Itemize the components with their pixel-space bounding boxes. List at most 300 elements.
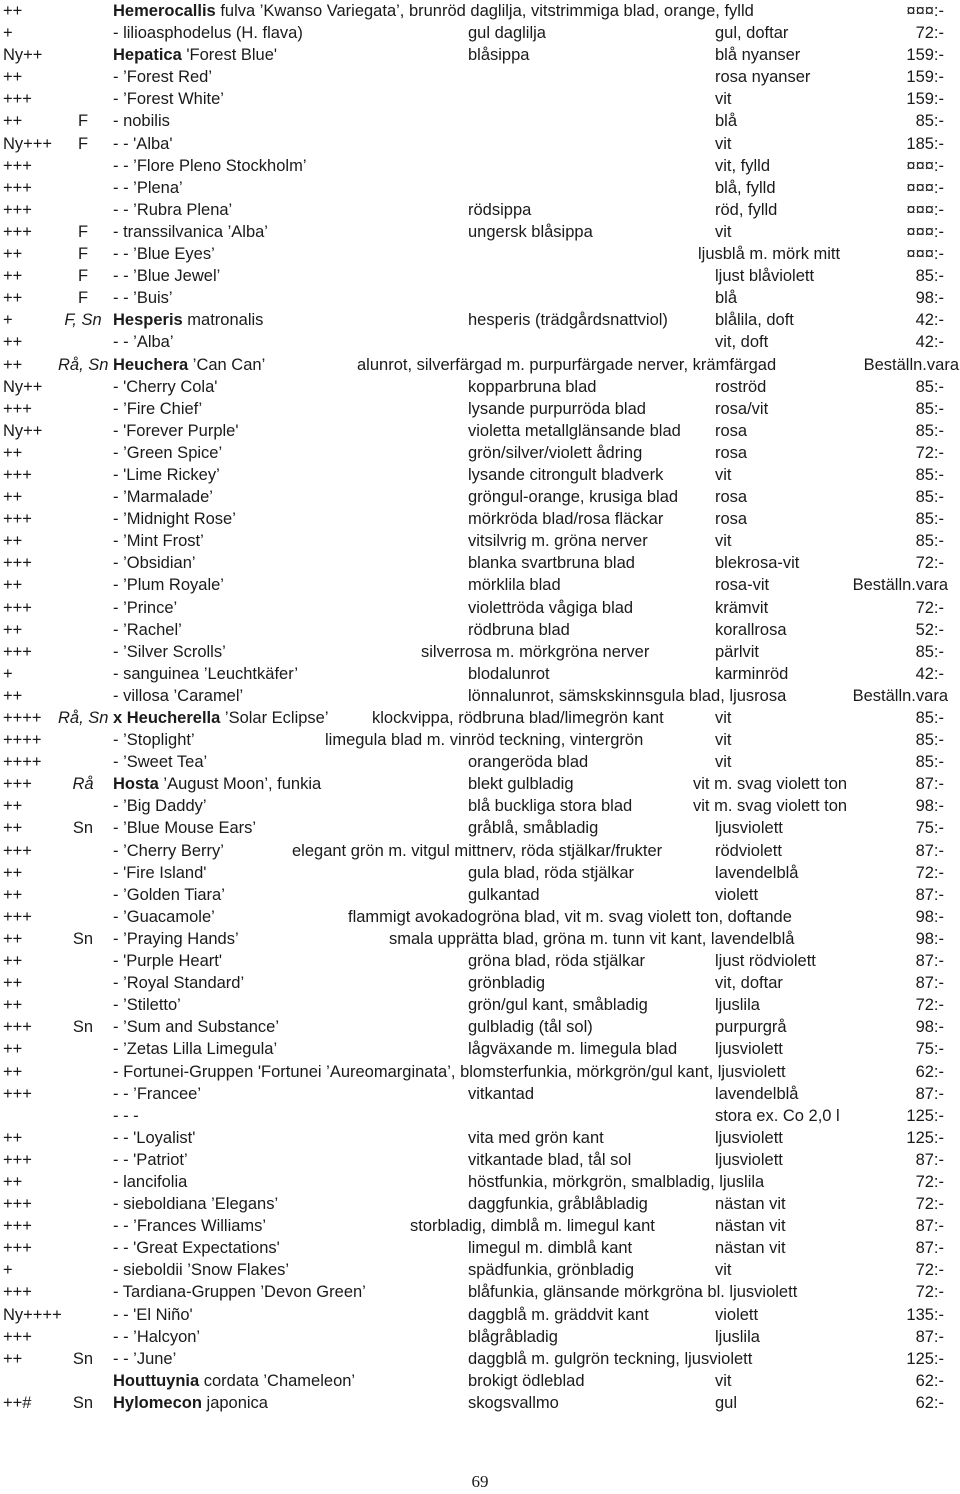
plant-name <box>113 950 222 972</box>
cultivar-name: - ’Stoplight’ <box>113 731 195 750</box>
hardiness-grade: +++ <box>3 222 32 241</box>
table-row <box>0 1016 960 1038</box>
plant-name <box>113 994 181 1016</box>
table-row <box>0 1259 960 1281</box>
plant-name <box>113 972 244 994</box>
hardiness-grade: +++ <box>3 1239 32 1258</box>
price: 87:- <box>915 775 944 794</box>
swedish-description: spädfunkia, grönbladig <box>468 1261 635 1280</box>
swedish-description: daggblå m. gräddvit kant <box>468 1305 649 1324</box>
plant-name <box>113 1281 366 1303</box>
plant-name <box>113 1215 266 1237</box>
flower-color: blålila, doft <box>715 311 794 330</box>
swedish-description: mörkröda blad/rosa fläckar <box>468 510 664 529</box>
plant-name <box>113 398 202 420</box>
price: 42:- <box>915 333 944 352</box>
swedish-description: blodalunrot <box>468 664 550 683</box>
site-code: F <box>77 289 89 308</box>
plant-name <box>113 442 222 464</box>
price: 87:- <box>915 1239 944 1258</box>
price: 185:- <box>906 134 944 153</box>
price: 72:- <box>915 996 944 1015</box>
flower-color: blå <box>715 289 738 308</box>
price: 135:- <box>906 1305 944 1324</box>
hardiness-grade: ++ <box>3 1040 23 1059</box>
flower-color: gul <box>715 1393 738 1412</box>
price: 42:- <box>915 311 944 330</box>
plant-name <box>113 287 173 309</box>
table-row <box>0 795 960 817</box>
flower-color: vit, fylld <box>715 156 771 175</box>
plant-name <box>113 884 225 906</box>
flower-color: vit <box>715 709 732 727</box>
table-row <box>0 817 960 839</box>
swedish-description: mörklila blad <box>468 576 561 595</box>
price: 85:- <box>915 709 944 727</box>
cultivar-name: ’August Moon’, funkia <box>158 775 322 794</box>
hardiness-grade: +++ <box>3 1217 32 1236</box>
table-row <box>0 597 960 619</box>
flower-color: vit <box>715 465 732 484</box>
swedish-description: blå buckliga stora blad <box>468 797 633 816</box>
plant-name <box>113 1237 280 1259</box>
table-row <box>0 751 960 773</box>
hardiness-grade: Ny++ <box>3 377 43 396</box>
swedish-description: limegula blad m. vinröd teckning, vintergrön <box>325 731 644 750</box>
swedish-description: lysande purpurröda blad <box>468 399 646 418</box>
cultivar-name: - villosa ’Caramel’ <box>113 686 244 705</box>
flower-color: rosa <box>715 443 748 462</box>
price: 85:- <box>915 112 944 131</box>
plant-name <box>113 685 243 707</box>
swedish-description: violettröda vågiga blad <box>468 598 634 617</box>
site-code: Sn <box>72 1018 94 1037</box>
swedish-description: gula blad, röda stjälkar <box>468 863 635 882</box>
table-row <box>0 1326 960 1348</box>
table-row <box>0 508 960 530</box>
flower-color: vit <box>715 1261 732 1280</box>
table-row <box>0 663 960 685</box>
flower-color: vit <box>715 1371 732 1390</box>
genus-name: Heuchera <box>113 355 189 374</box>
plant-name <box>113 1149 188 1171</box>
plant-name <box>113 376 217 398</box>
price: 98:- <box>915 907 944 926</box>
site-code: F <box>77 222 89 241</box>
cultivar-name: - - ’Rubra Plena’ <box>113 200 233 219</box>
swedish-description: brokigt ödleblad <box>468 1371 585 1390</box>
flower-color: vit <box>715 753 732 772</box>
plant-name <box>113 619 182 641</box>
swedish-description: gröna blad, röda stjälkar <box>468 952 646 971</box>
cultivar-name: 'Forest Blue' <box>181 46 278 65</box>
price: 72:- <box>915 598 944 617</box>
table-row <box>0 773 960 795</box>
table-row <box>0 950 960 972</box>
price: ¤¤¤:- <box>906 200 944 219</box>
flower-color: blå, fylld <box>715 178 776 197</box>
hardiness-grade: ++ <box>3 1172 23 1191</box>
price: 62:- <box>915 1371 944 1390</box>
site-code: Sn <box>72 819 94 838</box>
table-row <box>0 1083 960 1105</box>
flower-color: vit <box>715 222 732 241</box>
plant-name <box>113 795 207 817</box>
site-code: Rå <box>72 775 94 794</box>
hardiness-grade: +++ <box>3 156 32 175</box>
cultivar-name: - ’Fire Chief’ <box>113 399 203 418</box>
hardiness-grade: Ny++++ <box>3 1305 62 1324</box>
cultivar-name: - - ’Alba’ <box>113 333 174 352</box>
plant-name <box>113 1370 355 1392</box>
price: 72:- <box>915 443 944 462</box>
hardiness-grade: +++ <box>3 465 32 484</box>
table-row <box>0 464 960 486</box>
table-row <box>0 619 960 641</box>
hardiness-grade: + <box>3 24 13 43</box>
plant-name <box>113 309 263 331</box>
cultivar-name: - ’Praying Hands’ <box>113 929 239 948</box>
flower-color: vit, doft <box>715 333 769 352</box>
swedish-description: gröngul-orange, krusiga blad <box>468 488 679 507</box>
hardiness-grade: ++ <box>3 355 23 374</box>
swedish-description: grön/gul kant, småbladig <box>468 996 648 1015</box>
table-row <box>0 641 960 663</box>
cultivar-name: - ’Prince’ <box>113 598 178 617</box>
cultivar-name: - ’Stiletto’ <box>113 996 181 1015</box>
cultivar-name: japonica <box>201 1393 268 1412</box>
plant-name <box>113 221 268 243</box>
plant-name <box>113 1171 187 1193</box>
plant-name <box>113 729 195 751</box>
cultivar-name: - - ’Buis’ <box>113 289 173 308</box>
price: 85:- <box>915 421 944 440</box>
site-code: Sn <box>72 1393 94 1412</box>
cultivar-name: - 'Forever Purple' <box>113 421 239 440</box>
hardiness-grade: ++ <box>3 620 23 639</box>
flower-color: rosa <box>715 421 748 440</box>
cultivar-name: - - ’Blue Jewel’ <box>113 267 221 286</box>
swedish-description: blåsippa <box>468 46 530 65</box>
cultivar-name: - - 'Patriot’ <box>113 1150 188 1169</box>
price: 85:- <box>915 377 944 396</box>
hardiness-grade: +++ <box>3 200 32 219</box>
cultivar-name: ’Solar Eclipse’ <box>220 709 329 727</box>
flower-color: pärlvit <box>715 642 760 661</box>
table-row <box>0 1149 960 1171</box>
flower-color: ljust rödviolett <box>715 952 816 971</box>
hardiness-grade: +++ <box>3 90 32 109</box>
plant-name <box>113 1259 289 1281</box>
swedish-description: klockvippa, rödbruna blad/limegrön kant <box>372 709 664 727</box>
cultivar-name: - 'Lime Rickey’ <box>113 465 220 484</box>
price: 72:- <box>915 1172 944 1191</box>
page-number: 69 <box>471 1472 489 1491</box>
hardiness-grade: ++ <box>3 819 23 838</box>
cultivar-name: - Fortunei-Gruppen 'Fortunei ’Aureomarginata’, blomsterfunkia, mörkgrön/gul kant, ljusviolett <box>113 1062 786 1081</box>
cultivar-name: - - ’Frances Williams’ <box>113 1217 267 1236</box>
plant-name <box>113 88 224 110</box>
table-row <box>0 1171 960 1193</box>
table-row <box>0 928 960 950</box>
table-row <box>0 88 960 110</box>
table-row <box>0 1127 960 1149</box>
hardiness-grade: ++ <box>3 952 23 971</box>
plant-name <box>113 110 170 132</box>
plant-name <box>113 22 303 44</box>
cultivar-name: - ’Mint Frost’ <box>113 532 204 551</box>
genus-name: Hepatica <box>113 46 182 65</box>
price: 87:- <box>915 974 944 993</box>
flower-color: rosa <box>715 510 748 529</box>
hardiness-grade: ++ <box>3 333 23 352</box>
price: 85:- <box>915 267 944 286</box>
table-row <box>0 1105 960 1127</box>
table-row <box>0 530 960 552</box>
table-row <box>0 354 960 376</box>
price: 125:- <box>906 1128 944 1147</box>
hardiness-grade: ++ <box>3 443 23 462</box>
hardiness-grade: +++ <box>3 1283 32 1302</box>
price: 52:- <box>915 620 944 639</box>
hardiness-grade: +++ <box>3 598 32 617</box>
plant-name <box>113 508 236 530</box>
table-row <box>0 707 960 729</box>
price: 87:- <box>915 885 944 904</box>
price: 85:- <box>915 642 944 661</box>
price: 62:- <box>915 1062 944 1081</box>
plant-name <box>113 862 206 884</box>
flower-color: lavendelblå <box>715 863 799 882</box>
price: ¤¤¤:- <box>906 245 944 264</box>
genus-name: Houttuynia <box>113 1371 200 1390</box>
site-code: Sn <box>72 1349 94 1368</box>
site-code: Rå, Sn <box>58 355 109 374</box>
cultivar-name: - - ’Flore Pleno Stockholm’ <box>113 156 307 175</box>
cultivar-name: - - 'Great Expectations' <box>113 1239 280 1258</box>
price: 62:- <box>915 1393 944 1412</box>
cultivar-name: - ’Royal Standard’ <box>113 974 245 993</box>
table-row <box>0 1215 960 1237</box>
price: 85:- <box>915 731 944 750</box>
table-row <box>0 840 960 862</box>
plant-name <box>113 597 177 619</box>
plant-name <box>113 641 226 663</box>
price: 85:- <box>915 753 944 772</box>
cultivar-name: - ’Golden Tiara’ <box>113 885 225 904</box>
table-row <box>0 994 960 1016</box>
table-row <box>0 552 960 574</box>
flower-color: rödviolett <box>715 841 782 860</box>
cultivar-name: - 'Fire Island' <box>113 863 207 882</box>
hardiness-grade: +++ <box>3 642 32 661</box>
cultivar-name: matronalis <box>182 311 264 330</box>
swedish-description: lönnalunrot, sämskskinnsgula blad, ljusrosa <box>468 686 787 705</box>
flower-color: nästan vit <box>715 1239 786 1258</box>
hardiness-grade: +++ <box>3 775 32 794</box>
table-row <box>0 221 960 243</box>
swedish-description: silverrosa m. mörkgröna nerver <box>421 642 650 661</box>
cultivar-name: - ’Guacamole’ <box>113 907 215 926</box>
site-code: Rå, Sn <box>58 709 109 727</box>
price: 72:- <box>915 1195 944 1214</box>
flower-color: nästan vit <box>715 1217 786 1236</box>
swedish-description: violetta metallglänsande blad <box>468 421 681 440</box>
plant-name <box>113 464 220 486</box>
cultivar-name: ’Can Can’ <box>188 355 266 374</box>
price: 98:- <box>915 289 944 308</box>
plant-name <box>113 1061 786 1083</box>
price: 87:- <box>915 1217 944 1236</box>
price: 98:- <box>915 929 944 948</box>
hardiness-grade: ++++ <box>3 753 42 772</box>
plant-name <box>113 574 224 596</box>
cultivar-name: - ’Sum and Substance’ <box>113 1018 280 1037</box>
site-code: F <box>77 134 89 153</box>
table-row <box>0 574 960 596</box>
hardiness-grade: ++ <box>3 2 23 20</box>
plant-name <box>113 133 172 155</box>
cultivar-name: - ’Forest White’ <box>113 90 224 109</box>
flower-color: roströd <box>715 377 767 396</box>
hardiness-grade: ++ <box>3 1128 23 1147</box>
swedish-description: hesperis (trädgårdsnattviol) <box>468 311 668 330</box>
hardiness-grade: ++++ <box>3 731 42 750</box>
table-row <box>0 66 960 88</box>
price: 87:- <box>915 841 944 860</box>
cultivar-name: - - ’Halcyon’ <box>113 1327 201 1346</box>
swedish-description: ungersk blåsippa <box>468 222 593 241</box>
hardiness-grade: ++ <box>3 289 23 308</box>
plant-name <box>113 751 207 773</box>
swedish-description: blågråbladig <box>468 1327 558 1346</box>
price: 87:- <box>915 1150 944 1169</box>
cultivar-name: - 'Cherry Cola' <box>113 377 218 396</box>
flower-color: ljusblå m. mörk mitt <box>698 245 841 264</box>
price: 85:- <box>915 510 944 529</box>
flower-color: rosa nyanser <box>715 68 811 87</box>
swedish-description: gul daglilja <box>468 24 546 43</box>
cultivar-name: - ’Marmalade’ <box>113 488 213 507</box>
table-row <box>0 1038 960 1060</box>
price: ¤¤¤:- <box>906 178 944 197</box>
price: 72:- <box>915 863 944 882</box>
swedish-description: alunrot, silverfärgad m. purpurfärgade nerver, krämfärgad <box>357 355 777 374</box>
table-row <box>0 177 960 199</box>
cultivar-name: - ’Sweet Tea’ <box>113 753 208 772</box>
site-code: F, Sn <box>64 311 102 330</box>
price: 87:- <box>915 1327 944 1346</box>
flower-color: vit, doftar <box>715 974 783 993</box>
swedish-description: skogsvallmo <box>468 1393 559 1412</box>
plant-name <box>113 552 196 574</box>
swedish-description: storbladig, dimblå m. limegul kant <box>410 1217 655 1236</box>
plant-name <box>113 1348 176 1370</box>
flower-color: ljusviolett <box>715 1040 783 1059</box>
swedish-description: rödbruna blad <box>468 620 570 639</box>
hardiness-grade: ++ <box>3 488 23 507</box>
table-row <box>0 729 960 751</box>
swedish-description: vitkantade blad, tål sol <box>468 1150 632 1169</box>
price: 75:- <box>915 819 944 838</box>
table-row <box>0 1392 960 1414</box>
genus-name: Hemerocallis <box>113 2 216 20</box>
swedish-description: limegul m. dimblå kant <box>468 1239 633 1258</box>
table-row <box>0 486 960 508</box>
plant-name <box>113 177 183 199</box>
plant-name <box>113 331 174 353</box>
table-row <box>0 906 960 928</box>
cultivar-name: - ’Plum Royale’ <box>113 576 224 595</box>
cultivar-name: - nobilis <box>113 112 170 131</box>
table-row <box>0 155 960 177</box>
price: 125:- <box>906 1349 944 1368</box>
flower-color: karminröd <box>715 664 789 683</box>
cultivar-name: - ’Big Daddy’ <box>113 797 207 816</box>
cultivar-name: - ’Forest Red’ <box>113 68 213 87</box>
site-code: F <box>77 245 89 264</box>
plant-name <box>113 773 321 795</box>
price: 87:- <box>915 952 944 971</box>
plant-name <box>113 1038 277 1060</box>
plant-name <box>113 0 754 22</box>
plant-name <box>113 817 256 839</box>
table-row <box>0 1370 960 1392</box>
flower-color: blå <box>715 112 738 131</box>
flower-color: rosa <box>715 488 748 507</box>
swedish-description: höstfunkia, mörkgrön, smalbladig, ljuslila <box>468 1172 765 1191</box>
swedish-description: lågväxande m. limegula blad <box>468 1040 678 1059</box>
swedish-description: lysande citrongult bladverk <box>468 465 664 484</box>
plant-name <box>113 155 306 177</box>
hardiness-grade: ++ <box>3 797 23 816</box>
price: 85:- <box>915 532 944 551</box>
table-row <box>0 287 960 309</box>
cultivar-name: - - ’Plena’ <box>113 178 183 197</box>
flower-color: vit <box>715 532 732 551</box>
cultivar-name: - transsilvanica ’Alba’ <box>113 222 268 241</box>
plant-name <box>113 1304 193 1326</box>
swedish-description: blanka svartbruna blad <box>468 554 635 573</box>
hardiness-grade: ++ <box>3 929 23 948</box>
cultivar-name: - sanguinea ’Leuchtkäfer’ <box>113 664 298 683</box>
cultivar-name: - ’Zetas Lilla Limegula’ <box>113 1040 278 1059</box>
flower-color: stora ex. Co 2,0 l <box>715 1106 840 1125</box>
hardiness-grade: Ny+++ <box>3 134 53 153</box>
table-row <box>0 133 960 155</box>
price: ¤¤¤:- <box>906 222 944 241</box>
cultivar-name: - ’Green Spice’ <box>113 443 223 462</box>
price: 85:- <box>915 465 944 484</box>
cultivar-name: - - - <box>113 1106 139 1125</box>
hardiness-grade: Ny++ <box>3 421 43 440</box>
hardiness-grade: ++ <box>3 1349 23 1368</box>
table-row <box>0 442 960 464</box>
price: 98:- <box>915 1018 944 1037</box>
plant-name <box>113 1392 268 1414</box>
hardiness-grade: ++ <box>3 245 23 264</box>
hardiness-grade: +++ <box>3 510 32 529</box>
hardiness-grade: ++ <box>3 996 23 1015</box>
plant-name <box>113 354 265 376</box>
flower-color: blekrosa-vit <box>715 554 800 573</box>
swedish-description: flammigt avokadogröna blad, vit m. svag violett ton, doftande <box>348 907 792 926</box>
genus-name: Hylomecon <box>113 1393 202 1412</box>
hardiness-grade: +++ <box>3 1327 32 1346</box>
genus-name: x Heucherella <box>113 709 221 727</box>
flower-color: ljust blåviolett <box>715 267 815 286</box>
plant-name <box>113 840 224 862</box>
